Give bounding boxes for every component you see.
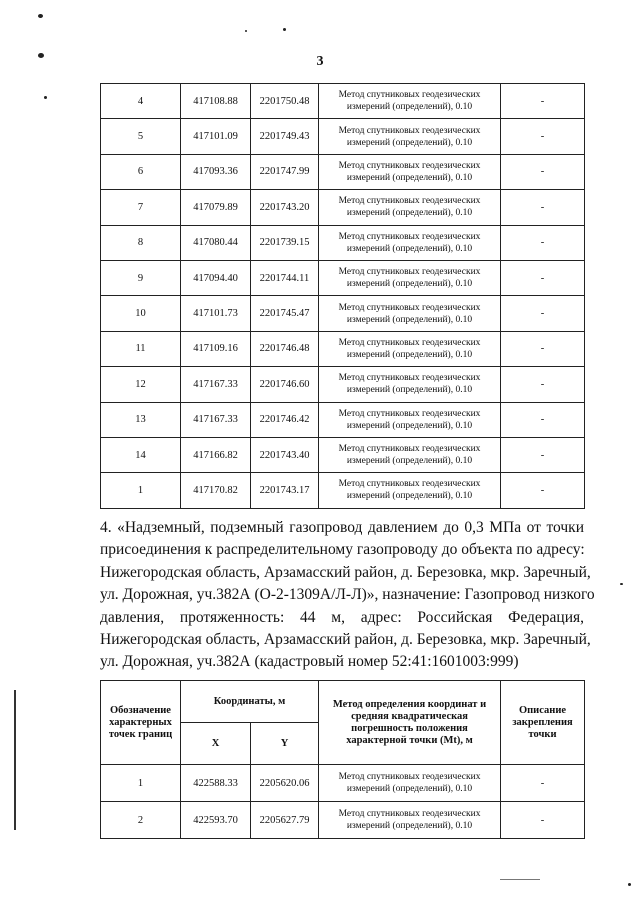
- cell-fixing: -: [501, 84, 585, 119]
- cell-point: 7: [101, 190, 181, 225]
- cell-point: 12: [101, 367, 181, 402]
- cell-point: 13: [101, 402, 181, 437]
- table-row: [101, 765, 585, 802]
- cell-method: Метод спутниковых геодезических измерений (определений), 0.10: [319, 154, 501, 189]
- cell-method: Метод спутниковых геодезических измерений (определений), 0.10: [319, 190, 501, 225]
- cell-x: 417093.36: [181, 154, 251, 189]
- header-designation: Обозначение характерных точек границ: [101, 681, 181, 765]
- cell-point: 5: [101, 119, 181, 154]
- cell-fixing: -: [501, 225, 585, 260]
- paragraph-line: Нижегородская область, Арзамасский район, д. Березовка, мкр. Заречный,: [100, 563, 591, 581]
- scan-speck: [283, 28, 286, 31]
- cell-x: 422588.33: [181, 765, 251, 802]
- cell-fixing: -: [501, 260, 585, 295]
- object-description-paragraph: [100, 517, 595, 674]
- table-row: [101, 225, 585, 260]
- cell-point: 4: [101, 84, 181, 119]
- cell-x: 417094.40: [181, 260, 251, 295]
- cell-x: 417101.09: [181, 119, 251, 154]
- cell-point: 6: [101, 154, 181, 189]
- paragraph-line: ул. Дорожная, уч.382А (кадастровый номер 52:41:1601003:999): [100, 653, 519, 671]
- cell-y: 2201743.17: [251, 473, 319, 508]
- cell-point: 14: [101, 437, 181, 472]
- table-row: [101, 296, 585, 331]
- table-row: [101, 367, 585, 402]
- paragraph-line: Нижегородская область, Арзамасский район, д. Березовка, мкр. Заречный,: [100, 631, 591, 649]
- scan-speck: [44, 96, 47, 99]
- cell-method: Метод спутниковых геодезических измерений (определений), 0.10: [319, 225, 501, 260]
- table-row: [101, 119, 585, 154]
- cell-method: Метод спутниковых геодезических измерений (определений), 0.10: [319, 802, 501, 839]
- cell-fixing: -: [501, 402, 585, 437]
- table-row: [101, 437, 585, 472]
- header-x: X: [181, 723, 251, 765]
- cell-y: 2201744.11: [251, 260, 319, 295]
- cell-fixing: -: [501, 154, 585, 189]
- cell-y: 2201743.40: [251, 437, 319, 472]
- scan-speck: [620, 583, 623, 585]
- coordinates-table: [100, 680, 585, 839]
- cell-y: 2201746.60: [251, 367, 319, 402]
- cell-x: 422593.70: [181, 802, 251, 839]
- cell-fixing: -: [501, 190, 585, 225]
- cell-method: Метод спутниковых геодезических измерений (определений), 0.10: [319, 402, 501, 437]
- paragraph-line: ул. Дорожная, уч.382А (О-2-1309А/Л-Л)», назначение: Газопровод низкого: [100, 586, 595, 604]
- cell-x: 417079.89: [181, 190, 251, 225]
- cell-x: 417167.33: [181, 402, 251, 437]
- cell-y: 2201749.43: [251, 119, 319, 154]
- cell-y: 2201747.99: [251, 154, 319, 189]
- cell-method: Метод спутниковых геодезических измерений (определений), 0.10: [319, 331, 501, 366]
- cell-x: 417080.44: [181, 225, 251, 260]
- cell-y: 2201746.48: [251, 331, 319, 366]
- cell-fixing: -: [501, 437, 585, 472]
- cell-method: Метод спутниковых геодезических измерений (определений), 0.10: [319, 765, 501, 802]
- cell-point: 1: [101, 473, 181, 508]
- footer-rule: [500, 879, 540, 880]
- header-y: Y: [251, 723, 319, 765]
- cell-x: 417109.16: [181, 331, 251, 366]
- cell-method: Метод спутниковых геодезических измерений (определений), 0.10: [319, 473, 501, 508]
- header-coordinates: Координаты, м: [181, 681, 319, 723]
- paragraph-line: 4. «Надземный, подземный газопровод давлением до 0,3 МПа от точки: [100, 519, 584, 536]
- scan-speck: [38, 14, 43, 18]
- paragraph-line: давления, протяженность: 44 м, адрес: Российская Федерация,: [100, 608, 584, 626]
- table-row: [101, 190, 585, 225]
- page-number: 3: [316, 54, 324, 69]
- paragraph-line: присоединения к распределительному газопроводу до объекта по адресу:: [100, 541, 585, 559]
- cell-x: 417108.88: [181, 84, 251, 119]
- cell-y: 2201746.42: [251, 402, 319, 437]
- cell-y: 2205627.79: [251, 802, 319, 839]
- cell-point: 11: [101, 331, 181, 366]
- cell-method: Метод спутниковых геодезических измерений (определений), 0.10: [319, 296, 501, 331]
- cell-point: 10: [101, 296, 181, 331]
- cell-method: Метод спутниковых геодезических измерений (определений), 0.10: [319, 367, 501, 402]
- table-row: [101, 331, 585, 366]
- table-row: [101, 154, 585, 189]
- table-row: [101, 260, 585, 295]
- cell-x: 417166.82: [181, 437, 251, 472]
- cell-y: 2201739.15: [251, 225, 319, 260]
- cell-fixing: -: [501, 119, 585, 154]
- table-row: [101, 84, 585, 119]
- header-fixing: Описание закрепления точки: [501, 681, 585, 765]
- cell-method: Метод спутниковых геодезических измерений (определений), 0.10: [319, 84, 501, 119]
- cell-fixing: -: [501, 765, 585, 802]
- cell-x: 417170.82: [181, 473, 251, 508]
- cell-y: 2205620.06: [251, 765, 319, 802]
- table-row: [101, 402, 585, 437]
- cell-fixing: -: [501, 331, 585, 366]
- margin-line: [14, 690, 16, 830]
- cell-point: 1: [101, 765, 181, 802]
- cell-y: 2201745.47: [251, 296, 319, 331]
- scan-speck: [245, 30, 247, 32]
- cell-method: Метод спутниковых геодезических измерений (определений), 0.10: [319, 437, 501, 472]
- cell-y: 2201743.20: [251, 190, 319, 225]
- cell-fixing: -: [501, 473, 585, 508]
- cell-x: 417101.73: [181, 296, 251, 331]
- cell-fixing: -: [501, 296, 585, 331]
- cell-x: 417167.33: [181, 367, 251, 402]
- coordinates-table-continued: [100, 83, 585, 509]
- cell-fixing: -: [501, 802, 585, 839]
- cell-method: Метод спутниковых геодезических измерений (определений), 0.10: [319, 260, 501, 295]
- scan-speck: [628, 883, 631, 886]
- cell-point: 2: [101, 802, 181, 839]
- header-method: Метод определения координат и средняя квадратическая погрешность положения характерной точки (Mt), м: [319, 681, 501, 765]
- cell-fixing: -: [501, 367, 585, 402]
- table-row: [101, 473, 585, 508]
- cell-point: 9: [101, 260, 181, 295]
- table-row: [101, 802, 585, 839]
- cell-point: 8: [101, 225, 181, 260]
- cell-y: 2201750.48: [251, 84, 319, 119]
- cell-method: Метод спутниковых геодезических измерений (определений), 0.10: [319, 119, 501, 154]
